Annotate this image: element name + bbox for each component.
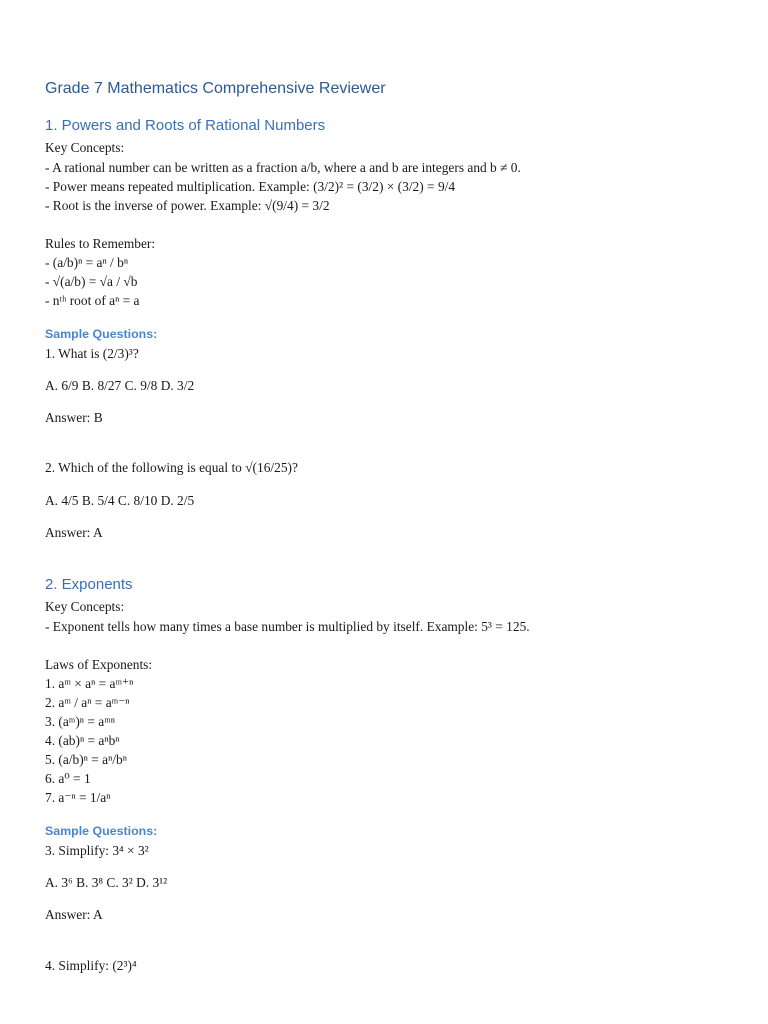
- question-choices: A. 3⁶ B. 3⁸ C. 3² D. 3¹²: [45, 875, 168, 890]
- concept-line: - Exponent tells how many times a base number is multiplied by itself. Example: 5³ = 125.: [45, 619, 530, 634]
- law-line: 1. aᵐ × aⁿ = aᵐ⁺ⁿ: [45, 676, 134, 691]
- law-line: 6. a⁰ = 1: [45, 771, 91, 786]
- question-answer: Answer: A: [45, 907, 103, 922]
- question-choices: A. 4/5 B. 5/4 C. 8/10 D. 2/5: [45, 493, 195, 508]
- page-title: Grade 7 Mathematics Comprehensive Reviewer: [45, 80, 386, 97]
- sample-questions-label: Sample Questions:: [45, 824, 158, 838]
- rule-line: - √(a/b) = √a / √b: [45, 274, 138, 289]
- concept-line: - Power means repeated multiplication. Example: (3/2)² = (3/2) × (3/2) = 9/4: [45, 179, 456, 194]
- question-text: 1. What is (2/3)³?: [45, 346, 139, 361]
- key-concepts-label: Key Concepts:: [45, 599, 125, 614]
- question-answer: Answer: A: [45, 525, 103, 540]
- question-text: 3. Simplify: 3⁴ × 3²: [45, 843, 149, 858]
- question-choices: A. 6/9 B. 8/27 C. 9/8 D. 3/2: [45, 378, 195, 393]
- laws-label: Laws of Exponents:: [45, 657, 153, 672]
- law-line: 2. aᵐ / aⁿ = aᵐ⁻ⁿ: [45, 695, 130, 710]
- rule-line: - nᵗʰ root of aⁿ = a: [45, 293, 140, 308]
- law-line: 5. (a/b)ⁿ = aⁿ/bⁿ: [45, 752, 127, 767]
- question-text: 2. Which of the following is equal to √(16/25)?: [45, 460, 298, 475]
- law-line: 7. a⁻ⁿ = 1/aⁿ: [45, 790, 111, 805]
- law-line: 4. (ab)ⁿ = aⁿbⁿ: [45, 733, 120, 748]
- key-concepts-label: Key Concepts:: [45, 140, 125, 155]
- rules-label: Rules to Remember:: [45, 236, 156, 251]
- concept-line: - Root is the inverse of power. Example: √(9/4) = 3/2: [45, 198, 330, 213]
- concept-line: - A rational number can be written as a fraction a/b, where a and b are integers and b ≠ 0.: [45, 160, 521, 175]
- sample-questions-label: Sample Questions:: [45, 327, 158, 341]
- section-heading-powers-roots: 1. Powers and Roots of Rational Numbers: [45, 117, 326, 134]
- rule-line: - (a/b)ⁿ = aⁿ / bⁿ: [45, 255, 129, 270]
- question-answer: Answer: B: [45, 410, 103, 425]
- question-text: 4. Simplify: (2³)⁴: [45, 958, 137, 973]
- law-line: 3. (aᵐ)ⁿ = aᵐⁿ: [45, 714, 115, 729]
- section-heading-exponents: 2. Exponents: [45, 576, 133, 593]
